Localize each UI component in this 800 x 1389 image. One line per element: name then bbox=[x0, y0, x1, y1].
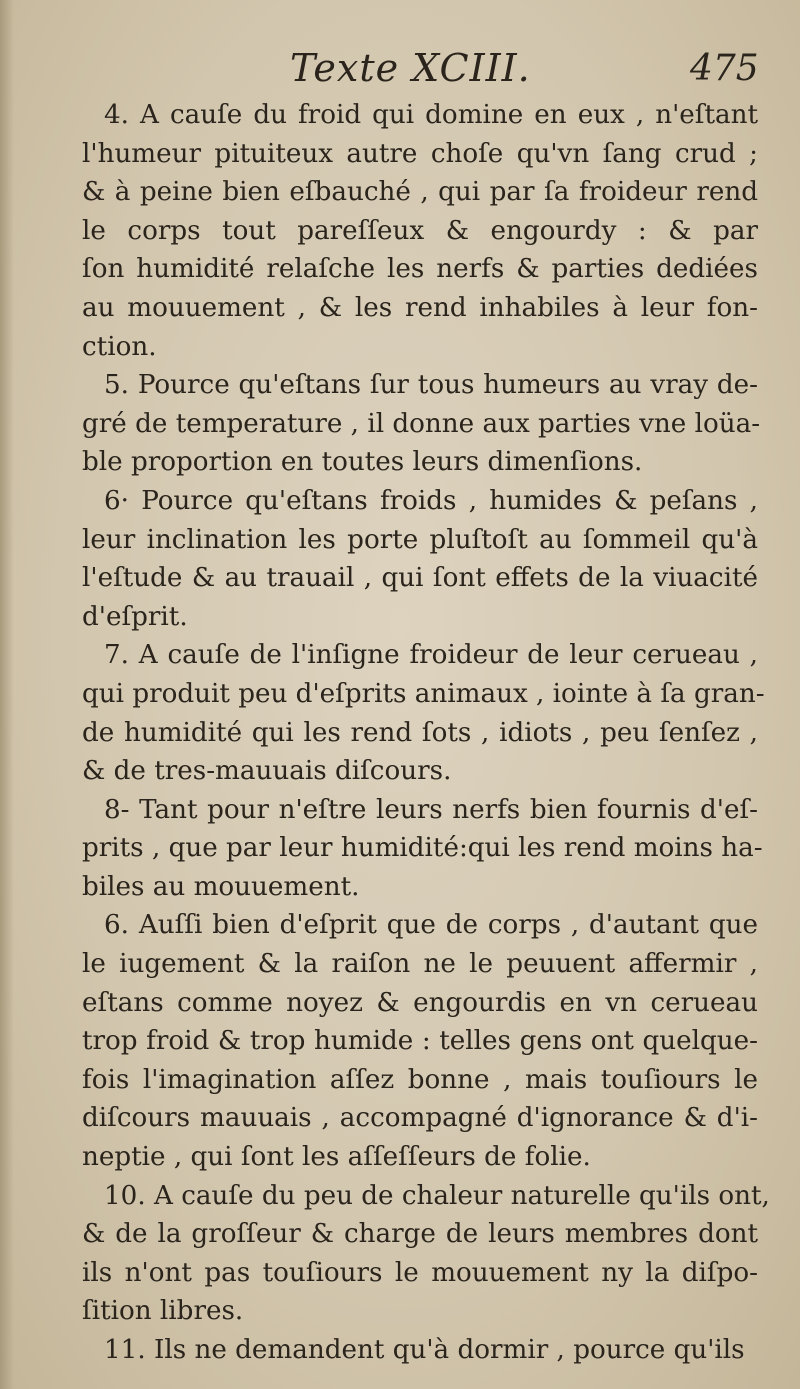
text-line: d'eſprit. bbox=[82, 601, 188, 632]
body-text bbox=[82, 96, 770, 1370]
page-number: 475 bbox=[690, 48, 759, 89]
text-line: biles au mouuement. bbox=[82, 871, 360, 902]
text-line: 5. Pource qu'eſtans ſur tous humeurs au vray de- bbox=[104, 370, 758, 401]
text-line: l'humeur pituiteux autre choſe qu'vn ſang crud ; bbox=[82, 138, 758, 169]
text-line: fois l'imagination aſſez bonne , mais touſiours le bbox=[82, 1064, 758, 1095]
text-line: & de la groſſeur & charge de leurs membres dont bbox=[82, 1219, 758, 1250]
text-line: 6· Pource qu'eſtans froids , humides & peſans , bbox=[104, 485, 758, 516]
text-line: diſcours mauuais , accompagné d'ignorance & d'i- bbox=[82, 1103, 758, 1134]
text-line: ſon humidité relaſche les nerfs & parties dediées bbox=[82, 254, 758, 285]
text-line: 7. A cauſe de l'inſigne froideur de leur cerueau , bbox=[104, 640, 758, 671]
paragraph bbox=[82, 482, 758, 636]
text-line: 6. Auſſi bien d'eſprit que de corps , d'autant que bbox=[104, 910, 758, 941]
text-line: 10. A cauſe du peu de chaleur naturelle qu'ils ont, bbox=[104, 1180, 770, 1211]
text-line: ble proportion en toutes leurs dimenſions. bbox=[82, 447, 643, 478]
text-line: & de tres-mauuais diſcours. bbox=[82, 756, 452, 787]
paragraph bbox=[82, 96, 758, 366]
text-line: qui produit peu d'eſprits animaux , iointe à ſa gran- bbox=[82, 678, 765, 709]
text-line: trop froid & trop humide : telles gens ont quelque- bbox=[82, 1026, 758, 1057]
paragraph bbox=[82, 906, 758, 1176]
text-line: leur inclination les porte pluſtoſt au ſommeil qu'à bbox=[82, 524, 758, 555]
paragraph bbox=[82, 1177, 770, 1331]
running-head: Texte XCIII. bbox=[290, 46, 531, 90]
paragraph bbox=[82, 366, 761, 482]
text-line: eſtans comme noyez & engourdis en vn cerueau bbox=[82, 987, 758, 1018]
text-line: 4. A cauſe du froid qui domine en eux , n'eſtant bbox=[104, 100, 758, 130]
text-line: neptie , qui ſont les aſſeſſeurs de folie. bbox=[82, 1142, 591, 1173]
text-line: ction. bbox=[82, 331, 157, 362]
text-line: ils n'ont pas touſiours le mouuement ny la diſpo- bbox=[82, 1257, 758, 1288]
text-line: l'eſtude & au trauail , qui ſont effets de la viuacité bbox=[82, 563, 758, 594]
text-line: au mouuement , & les rend inhabiles à leur fon- bbox=[82, 292, 758, 323]
paragraph bbox=[82, 791, 763, 907]
text-line: gré de temperature , il donne aux parties vne loüa- bbox=[82, 408, 761, 439]
page-gutter-shadow bbox=[0, 0, 14, 1389]
text-line: 11. Ils ne demandent qu'à dormir , pource qu'ils bbox=[104, 1335, 745, 1365]
text-line: 8- Tant pour n'eſtre leurs nerfs bien fournis d'eſ- bbox=[104, 794, 758, 825]
text-line: le iugement & la raiſon ne le peuuent affermir , bbox=[82, 949, 758, 980]
text-line: ſition libres. bbox=[82, 1296, 244, 1327]
page-header bbox=[0, 38, 800, 98]
text-line: de humidité qui les rend ſots , idiots , peu ſenſez , bbox=[82, 717, 758, 748]
text-line: & à peine bien eſbauché , qui par ſa froideur rend bbox=[82, 177, 758, 208]
text-line: prits , que par leur humidité:qui les rend moins ha- bbox=[82, 833, 763, 864]
paragraph bbox=[82, 1331, 758, 1370]
text-line: le corps tout pareſſeux & engourdy : & par bbox=[82, 215, 758, 246]
paragraph bbox=[82, 636, 765, 790]
